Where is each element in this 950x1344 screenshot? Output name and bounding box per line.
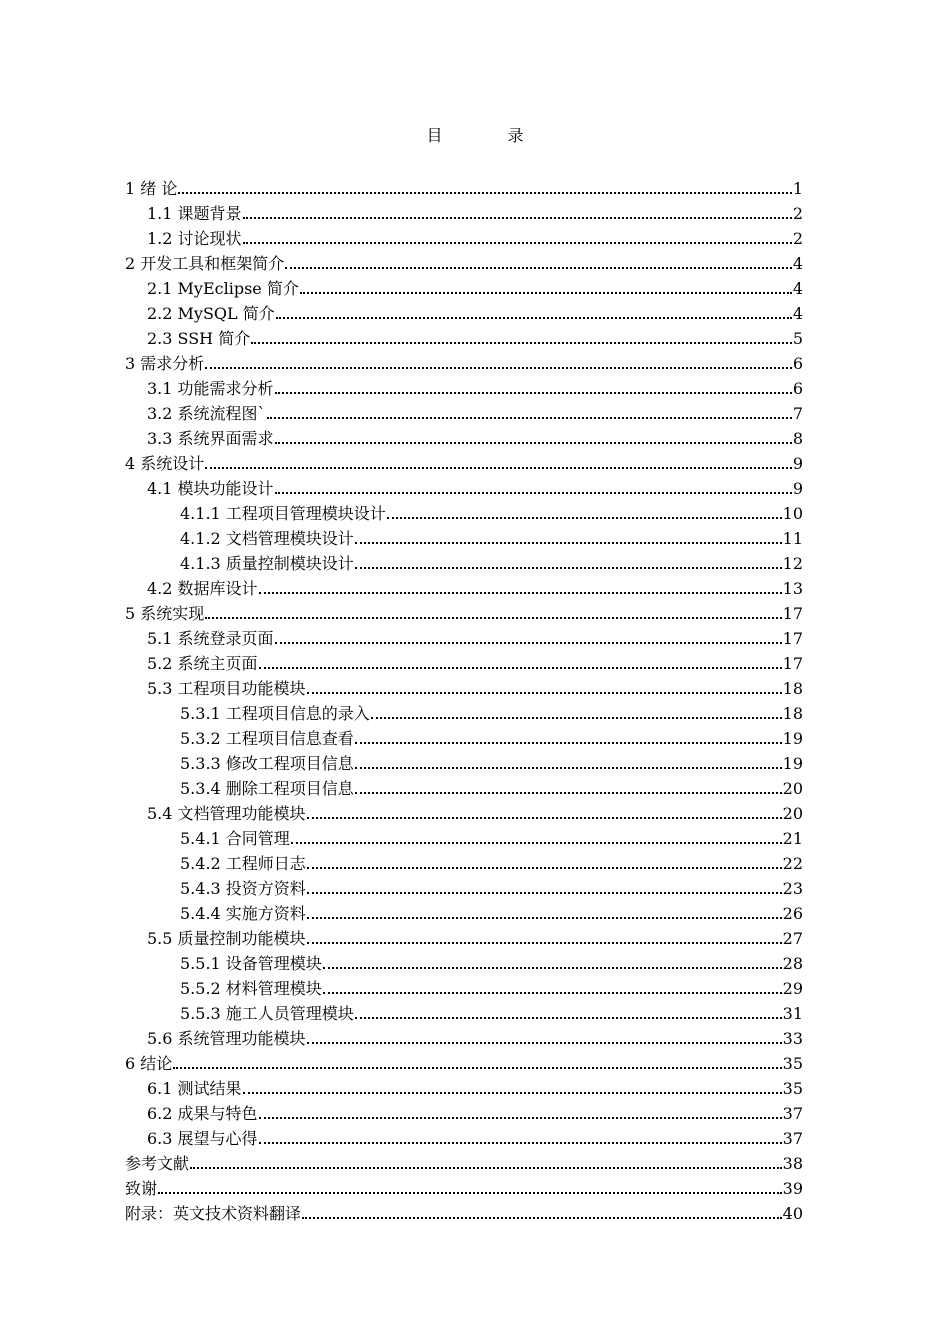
toc-entry[interactable] (123, 1024, 803, 1049)
dot-leader (259, 592, 782, 594)
toc-entry-label: 3 需求分析 (125, 354, 205, 373)
toc-entry-label: 5.4.3 投资方资料 (180, 879, 306, 898)
dot-leader (307, 1042, 782, 1044)
toc-entry-label: 4.1.3 质量控制模块设计 (180, 554, 354, 573)
toc-entry-label: 4.1.1 工程项目管理模块设计 (180, 504, 386, 523)
toc-entry-page-number: 8 (792, 429, 803, 448)
dot-leader (259, 1142, 782, 1144)
toc-entry-page-number: 6 (792, 379, 803, 398)
dot-leader (173, 1067, 781, 1069)
dot-leader (275, 492, 792, 494)
toc-entry-label: 5 系统实现 (125, 604, 205, 623)
toc-entry-label: 4 系统设计 (125, 454, 205, 473)
toc-entry[interactable] (123, 1074, 803, 1099)
toc-entry-page-number: 38 (782, 1154, 803, 1173)
dot-leader (243, 242, 792, 244)
toc-entry[interactable] (123, 899, 803, 924)
toc-entry-page-number: 6 (792, 354, 803, 373)
toc-entry-label: 5.5.2 材料管理模块 (180, 979, 322, 998)
toc-entry-page-number: 18 (782, 704, 803, 723)
toc-entry-label: 5.4.4 实施方资料 (180, 904, 306, 923)
toc-entry-label: 5.3.1 工程项目信息的录入 (180, 704, 370, 723)
toc-entry[interactable] (123, 774, 803, 799)
dot-leader (275, 642, 782, 644)
toc-entry-page-number: 20 (782, 779, 803, 798)
toc-entry-page-number: 17 (782, 654, 803, 673)
dot-leader (291, 842, 782, 844)
toc-entry-label: 6.3 展望与心得 (147, 1129, 258, 1148)
toc-entry-label: 6.2 成果与特色 (147, 1104, 258, 1123)
dot-leader (323, 992, 782, 994)
toc-entry-label: 2.2 MySQL 简介 (147, 304, 275, 323)
toc-entry-page-number: 19 (782, 729, 803, 748)
toc-entry[interactable] (123, 849, 803, 874)
toc-entry[interactable] (123, 474, 803, 499)
dot-leader (243, 1092, 782, 1094)
toc-entry[interactable] (123, 1099, 803, 1124)
dot-leader (300, 292, 792, 294)
toc-entry[interactable] (123, 699, 803, 724)
toc-entry-page-number: 18 (782, 679, 803, 698)
toc-entry-page-number: 39 (782, 1179, 803, 1198)
toc-entry-page-number: 33 (782, 1029, 803, 1048)
toc-entry[interactable] (123, 324, 803, 349)
toc-entry-page-number: 37 (782, 1104, 803, 1123)
toc-entry-page-number: 20 (782, 804, 803, 823)
toc-entry-label: 4.1.2 文档管理模块设计 (180, 529, 354, 548)
toc-entry[interactable] (123, 1199, 803, 1224)
toc-entry-label: 4.1 模块功能设计 (147, 479, 274, 498)
toc-entry-label: 参考文献 (125, 1154, 190, 1173)
dot-leader (259, 1117, 782, 1119)
dot-leader (205, 617, 781, 619)
toc-entry[interactable] (123, 299, 803, 324)
dot-leader (307, 867, 782, 869)
toc-entry-label: 5.3.2 工程项目信息查看 (180, 729, 354, 748)
toc-entry-page-number: 11 (782, 529, 803, 548)
toc-entry-page-number: 29 (782, 979, 803, 998)
toc-entry-label: 1.1 课题背景 (147, 204, 242, 223)
toc-entry-label: 5.1 系统登录页面 (147, 629, 274, 648)
toc-entry[interactable] (123, 674, 803, 699)
toc-entry-page-number: 10 (782, 504, 803, 523)
dot-leader (355, 767, 782, 769)
toc-entry-label: 3.1 功能需求分析 (147, 379, 274, 398)
toc-entry-label: 5.3.3 修改工程项目信息 (180, 754, 354, 773)
toc-title: 目 录 (426, 126, 554, 145)
dot-leader (267, 417, 792, 419)
dot-leader (355, 742, 782, 744)
toc-entry-label: 6.1 测试结果 (147, 1079, 242, 1098)
toc-entry-page-number: 17 (782, 629, 803, 648)
toc-entry-label: 5.5 质量控制功能模块 (147, 929, 306, 948)
toc-entry-page-number: 35 (782, 1054, 803, 1073)
toc-entry-page-number: 4 (792, 279, 803, 298)
toc-entry-label: 5.4.1 合同管理 (180, 829, 290, 848)
toc-entry-page-number: 21 (782, 829, 803, 848)
toc-entry[interactable] (123, 924, 803, 949)
toc-entry[interactable] (123, 174, 803, 199)
toc-entry[interactable] (123, 199, 803, 224)
dot-leader (323, 967, 782, 969)
toc-entry[interactable] (123, 274, 803, 299)
toc-entry-page-number: 40 (782, 1204, 803, 1223)
dot-leader (355, 1017, 782, 1019)
toc-entry-page-number: 2 (792, 229, 803, 248)
toc-entry[interactable] (123, 624, 803, 649)
toc-entry[interactable] (123, 649, 803, 674)
dot-leader (285, 267, 792, 269)
dot-leader (307, 917, 782, 919)
dot-leader (251, 342, 792, 344)
toc-entry-label: 2.1 MyEclipse 简介 (147, 279, 299, 298)
toc-entry[interactable] (123, 224, 803, 249)
toc-entry-page-number: 4 (792, 254, 803, 273)
dot-leader (178, 192, 791, 194)
dot-leader (302, 1217, 782, 1219)
toc-entry-page-number: 1 (792, 179, 803, 198)
toc-entry[interactable] (123, 974, 803, 999)
toc-entry[interactable] (123, 574, 803, 599)
toc-entry-page-number: 2 (792, 204, 803, 223)
dot-leader (259, 667, 782, 669)
dot-leader (275, 442, 792, 444)
toc-entry-page-number: 7 (792, 404, 803, 423)
toc-entry-label: 3.2 系统流程图` (147, 404, 266, 423)
dot-leader (205, 367, 792, 369)
toc-entry-label: 5.4 文档管理功能模块 (147, 804, 306, 823)
toc-entry[interactable] (123, 424, 803, 449)
toc-entry[interactable] (123, 1149, 803, 1174)
dot-leader (355, 792, 782, 794)
toc-entry-label: 5.6 系统管理功能模块 (147, 1029, 306, 1048)
dot-leader (307, 817, 782, 819)
toc-entry-label: 5.3 工程项目功能模块 (147, 679, 306, 698)
toc-entry[interactable] (123, 799, 803, 824)
toc-entry[interactable] (123, 1174, 803, 1199)
toc-entry-label: 4.2 数据库设计 (147, 579, 258, 598)
toc-entry[interactable] (123, 874, 803, 899)
toc-entry-label: 2 开发工具和框架简介 (125, 254, 285, 273)
toc-entry[interactable] (123, 499, 803, 524)
toc-entry[interactable] (123, 824, 803, 849)
dot-leader (205, 467, 792, 469)
toc-entry[interactable] (123, 749, 803, 774)
toc-entry-label: 6 结论 (125, 1054, 173, 1073)
dot-leader (243, 217, 792, 219)
dot-leader (276, 317, 792, 319)
toc-entry[interactable] (123, 999, 803, 1024)
dot-leader (307, 692, 782, 694)
toc-entry-page-number: 35 (782, 1079, 803, 1098)
dot-leader (355, 542, 782, 544)
toc-entry-page-number: 17 (782, 604, 803, 623)
dot-leader (307, 892, 782, 894)
toc-entry-page-number: 27 (782, 929, 803, 948)
toc-entry[interactable] (123, 949, 803, 974)
toc-entry-page-number: 19 (782, 754, 803, 773)
toc-entry-page-number: 22 (782, 854, 803, 873)
toc-entry-page-number: 26 (782, 904, 803, 923)
toc-entry-label: 5.4.2 工程师日志 (180, 854, 306, 873)
dot-leader (387, 517, 782, 519)
toc-entry[interactable] (123, 549, 803, 574)
toc-entry-page-number: 31 (782, 1004, 803, 1023)
dot-leader (355, 567, 782, 569)
toc-entry-label: 5.3.4 删除工程项目信息 (180, 779, 354, 798)
toc-entry[interactable] (123, 249, 803, 274)
toc-entry[interactable] (123, 599, 803, 624)
toc-entry-label: 2.3 SSH 简介 (147, 329, 251, 348)
toc-entry-page-number: 23 (782, 879, 803, 898)
toc-entry-label: 5.5.3 施工人员管理模块 (180, 1004, 354, 1023)
toc-entry[interactable] (123, 724, 803, 749)
dot-leader (190, 1167, 782, 1169)
table-of-contents (123, 174, 803, 1224)
toc-entry-page-number: 12 (782, 554, 803, 573)
toc-entry-label: 1.2 讨论现状 (147, 229, 242, 248)
toc-entry-page-number: 4 (792, 304, 803, 323)
toc-entry-label: 附录：英文技术资料翻译 (125, 1204, 302, 1223)
toc-entry-page-number: 9 (792, 479, 803, 498)
toc-entry-label: 5.5.1 设备管理模块 (180, 954, 322, 973)
toc-entry[interactable] (123, 1049, 803, 1074)
toc-entry-page-number: 5 (792, 329, 803, 348)
toc-entry[interactable] (123, 449, 803, 474)
toc-entry-label: 5.2 系统主页面 (147, 654, 258, 673)
toc-entry-page-number: 13 (782, 579, 803, 598)
toc-entry[interactable] (123, 374, 803, 399)
dot-leader (371, 717, 782, 719)
toc-entry-label: 1 绪 论 (125, 179, 178, 198)
dot-leader (158, 1192, 782, 1194)
toc-entry-page-number: 28 (782, 954, 803, 973)
toc-entry[interactable] (123, 524, 803, 549)
toc-entry[interactable] (123, 399, 803, 424)
dot-leader (275, 392, 792, 394)
toc-entry-label: 致谢 (125, 1179, 158, 1198)
toc-entry[interactable] (123, 349, 803, 374)
toc-entry-label: 3.3 系统界面需求 (147, 429, 274, 448)
toc-entry-page-number: 37 (782, 1129, 803, 1148)
dot-leader (307, 942, 782, 944)
toc-entry[interactable] (123, 1124, 803, 1149)
toc-entry-page-number: 9 (792, 454, 803, 473)
